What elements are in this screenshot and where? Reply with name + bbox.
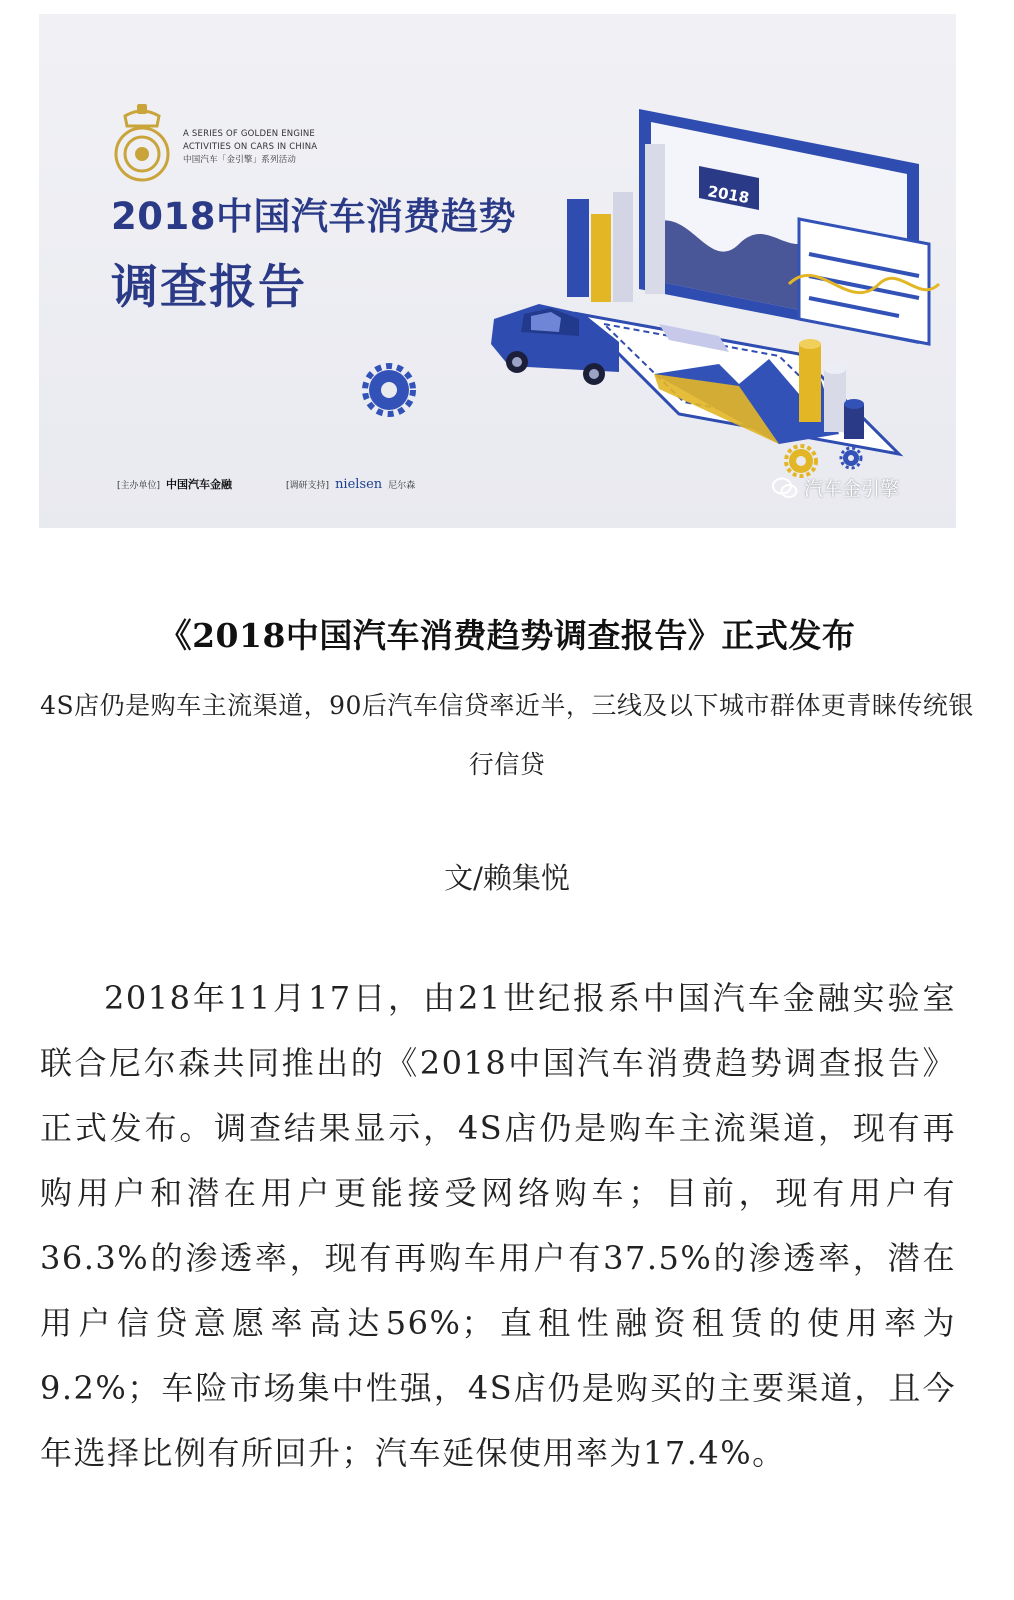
golden-engine-emblem-icon [111, 102, 173, 186]
sponsor-row [117, 476, 415, 492]
bar-grey-1 [613, 192, 633, 302]
cylinder-gold [799, 344, 821, 422]
account-watermark [772, 474, 899, 501]
gear-icon-blue [841, 448, 861, 468]
article-author: 文/赖集悦 [444, 861, 570, 895]
sponsor-label: [主办单位] [117, 480, 161, 491]
bar-grey-2 [645, 144, 665, 294]
research-label: [调研支持] [286, 480, 330, 491]
sponsor-name: 中国汽车金融 [166, 478, 233, 491]
wechat-icon [772, 477, 798, 499]
cylinder-grey-top [824, 364, 846, 374]
year-tag-text: 2018 [706, 182, 751, 208]
bar-gold-1 [591, 214, 611, 302]
series-line-en-1: A SERIES OF GOLDEN ENGINE [183, 129, 315, 139]
series-line-en-2: ACTIVITIES ON CARS IN CHINA [183, 142, 318, 152]
cylinder-navy-top [844, 399, 864, 409]
cylinder-gold-top [799, 339, 821, 349]
bar-blue-1 [567, 199, 589, 297]
research-name-cn: 尼尔森 [388, 480, 416, 491]
article-subtitle: 4S店仍是购车主流渠道，90后汽车信贷率近半，三线及以下城市群体更青睐传统银行信贷 [40, 691, 974, 779]
banner-title-line2: 调查报告 [111, 260, 307, 315]
article-title: 《2018中国汽车消费趋势调查报告》正式发布 [158, 616, 856, 655]
cylinder-grey [824, 369, 846, 432]
gear-icon-left [365, 366, 413, 414]
watermark-text: 汽车金引擎 [804, 478, 900, 500]
research-name-en: nielsen [335, 476, 383, 492]
report-banner [39, 14, 956, 528]
series-caption [183, 128, 317, 167]
gear-icon-gold [786, 446, 816, 476]
series-line-cn: 中国汽车「金引擎」系列活动 [183, 155, 297, 165]
article-body: 2018年11月17日，由21世纪报系中国汽车金融实验室联合尼尔森共同推出的《2018中国汽车消费趋势调查报告》正式发布。调查结果显示，4S店仍是购车主流渠道，现有再购用户和潜在用户更能接受网络购车；目前，现有用户有36.3%的渗透率，现有再购车用户有37.5%的渗透率，潜在用户信贷意愿率高达56%；直租性融资租赁的使用率为9.2%；车险市场集中性强，4S店仍是购买的主要渠道，且今年选择比例有所回升；汽车延保使用率为17.4%。 [40, 979, 956, 1472]
cylinder-navy [844, 404, 864, 439]
car-illustration [491, 304, 619, 385]
banner-title-line1: 2018中国汽车消费趋势 [111, 195, 516, 238]
